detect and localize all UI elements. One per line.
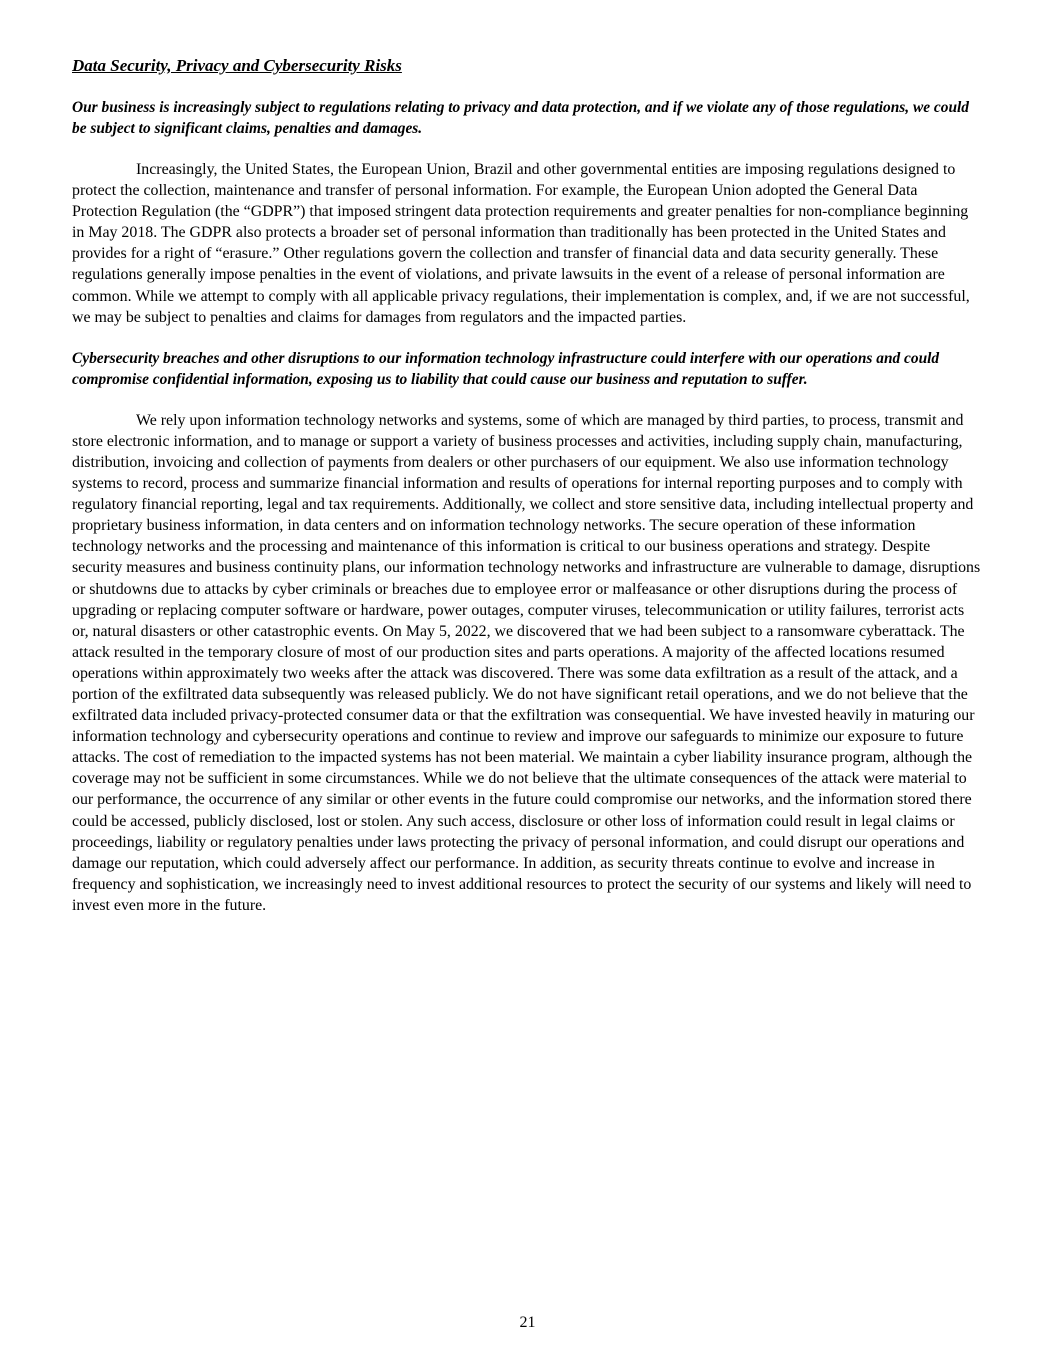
risk-body-privacy-regulations: Increasingly, the United States, the European Union, Brazil and other governmental entities are imposing regulations designed to protect the collection, maintenance and transfer of personal information. For example, the European Union adopted the General Data Protection Regulation (the “GDPR”) that imposed stringent data protection requirements and greater penalties for non-compliance beginning in May 2018. The GDPR also protects a broader set of personal information than traditionally has been protected in the United States and provides for a right of “erasure.” Other regulations govern the collection and transfer of financial data and data security generally. These regulations generally impose penalties in the event of violations, and private lawsuits in the event of a release of personal information are common. While we attempt to comply with all applicable privacy regulations, their implementation is complex, and, if we are not successful, we may be subject to penalties and claims for damages from regulators and the impacted parties. — [72, 161, 970, 326]
section-title: Data Security, Privacy and Cybersecurity Risks — [72, 56, 402, 75]
risk-body-cybersecurity-breaches: We rely upon information technology networks and systems, some of which are managed by third parties, to process, transmit and store electronic information, and to manage or support a variety of business processes and activities, including supply chain, manufacturing, distribution, invoicing and collection of payments from dealers or other purchasers of our equipment. We also use information technology systems to record, process and summarize financial information and results of operations for internal reporting purposes and to comply with regulatory financial reporting, legal and tax requirements. Additionally, we collect and store sensitive data, including intellectual property and proprietary business information, in data centers and on information technology networks. The secure operation of these information technology networks and the processing and maintenance of this information is critical to our business operations and strategy. Despite security measures and business continuity plans, our information technology networks and infrastructure are vulnerable to damage, disruptions or shutdowns due to attacks by cyber criminals or breaches due to employee error or malfeasance or other disruptions during the process of upgrading or replacing computer software or hardware, power outages, computer viruses, telecommunication or utility failures, terrorist acts or, natural disasters or other catastrophic events. On May 5, 2022, we discovered that we had been subject to a ransomware cyberattack. The attack resulted in the temporary closure of most of our production sites and parts operations. A majority of the affected locations resumed operations within approximately two weeks after the attack was discovered. There was some data exfiltration as a result of the attack, and a portion of the exfiltrated data subsequently was released publicly. We do not have significant retail operations, and we do not believe that the exfiltrated data included privacy-protected consumer data or that the exfiltration was consequential. We have invested heavily in maturing our information technology and cybersecurity operations and continue to review and improve our safeguards to minimize our exposure to future attacks. The cost of remediation to the impacted systems has not been material. We maintain a cyber liability insurance program, although the coverage may not be sufficient in some circumstances. While we do not believe that the ultimate consequences of the attack were material to our performance, the occurrence of any similar or other events in the future could compromise our networks, and the information stored there could be accessed, publicly disclosed, lost or stolen. Any such access, disclosure or other loss of information could result in legal claims or proceedings, liability or regulatory penalties under laws protecting the privacy of personal information, and could disrupt our operations and damage our reputation, which could adversely affect our performance. In addition, as security threats continue to evolve and increase in frequency and sophistication, we increasingly need to invest additional resources to protect the security of our systems and likely will need to invest even more in the future. — [72, 411, 981, 914]
risk-heading-privacy-regulations: Our business is increasingly subject to regulations relating to privacy and data protection, and if we violate any of those regulations, we could be subject to significant claims, penalties and damages. — [72, 99, 969, 137]
risk-heading-cybersecurity-breaches: Cybersecurity breaches and other disruptions to our information technology infrastructure could interfere with our operations and could compromise confidential information, exposing us to liability that could cause our business and reputation to suffer. — [72, 349, 940, 388]
document-page — [72, 54, 982, 936]
page-number: 21 — [519, 1314, 536, 1331]
